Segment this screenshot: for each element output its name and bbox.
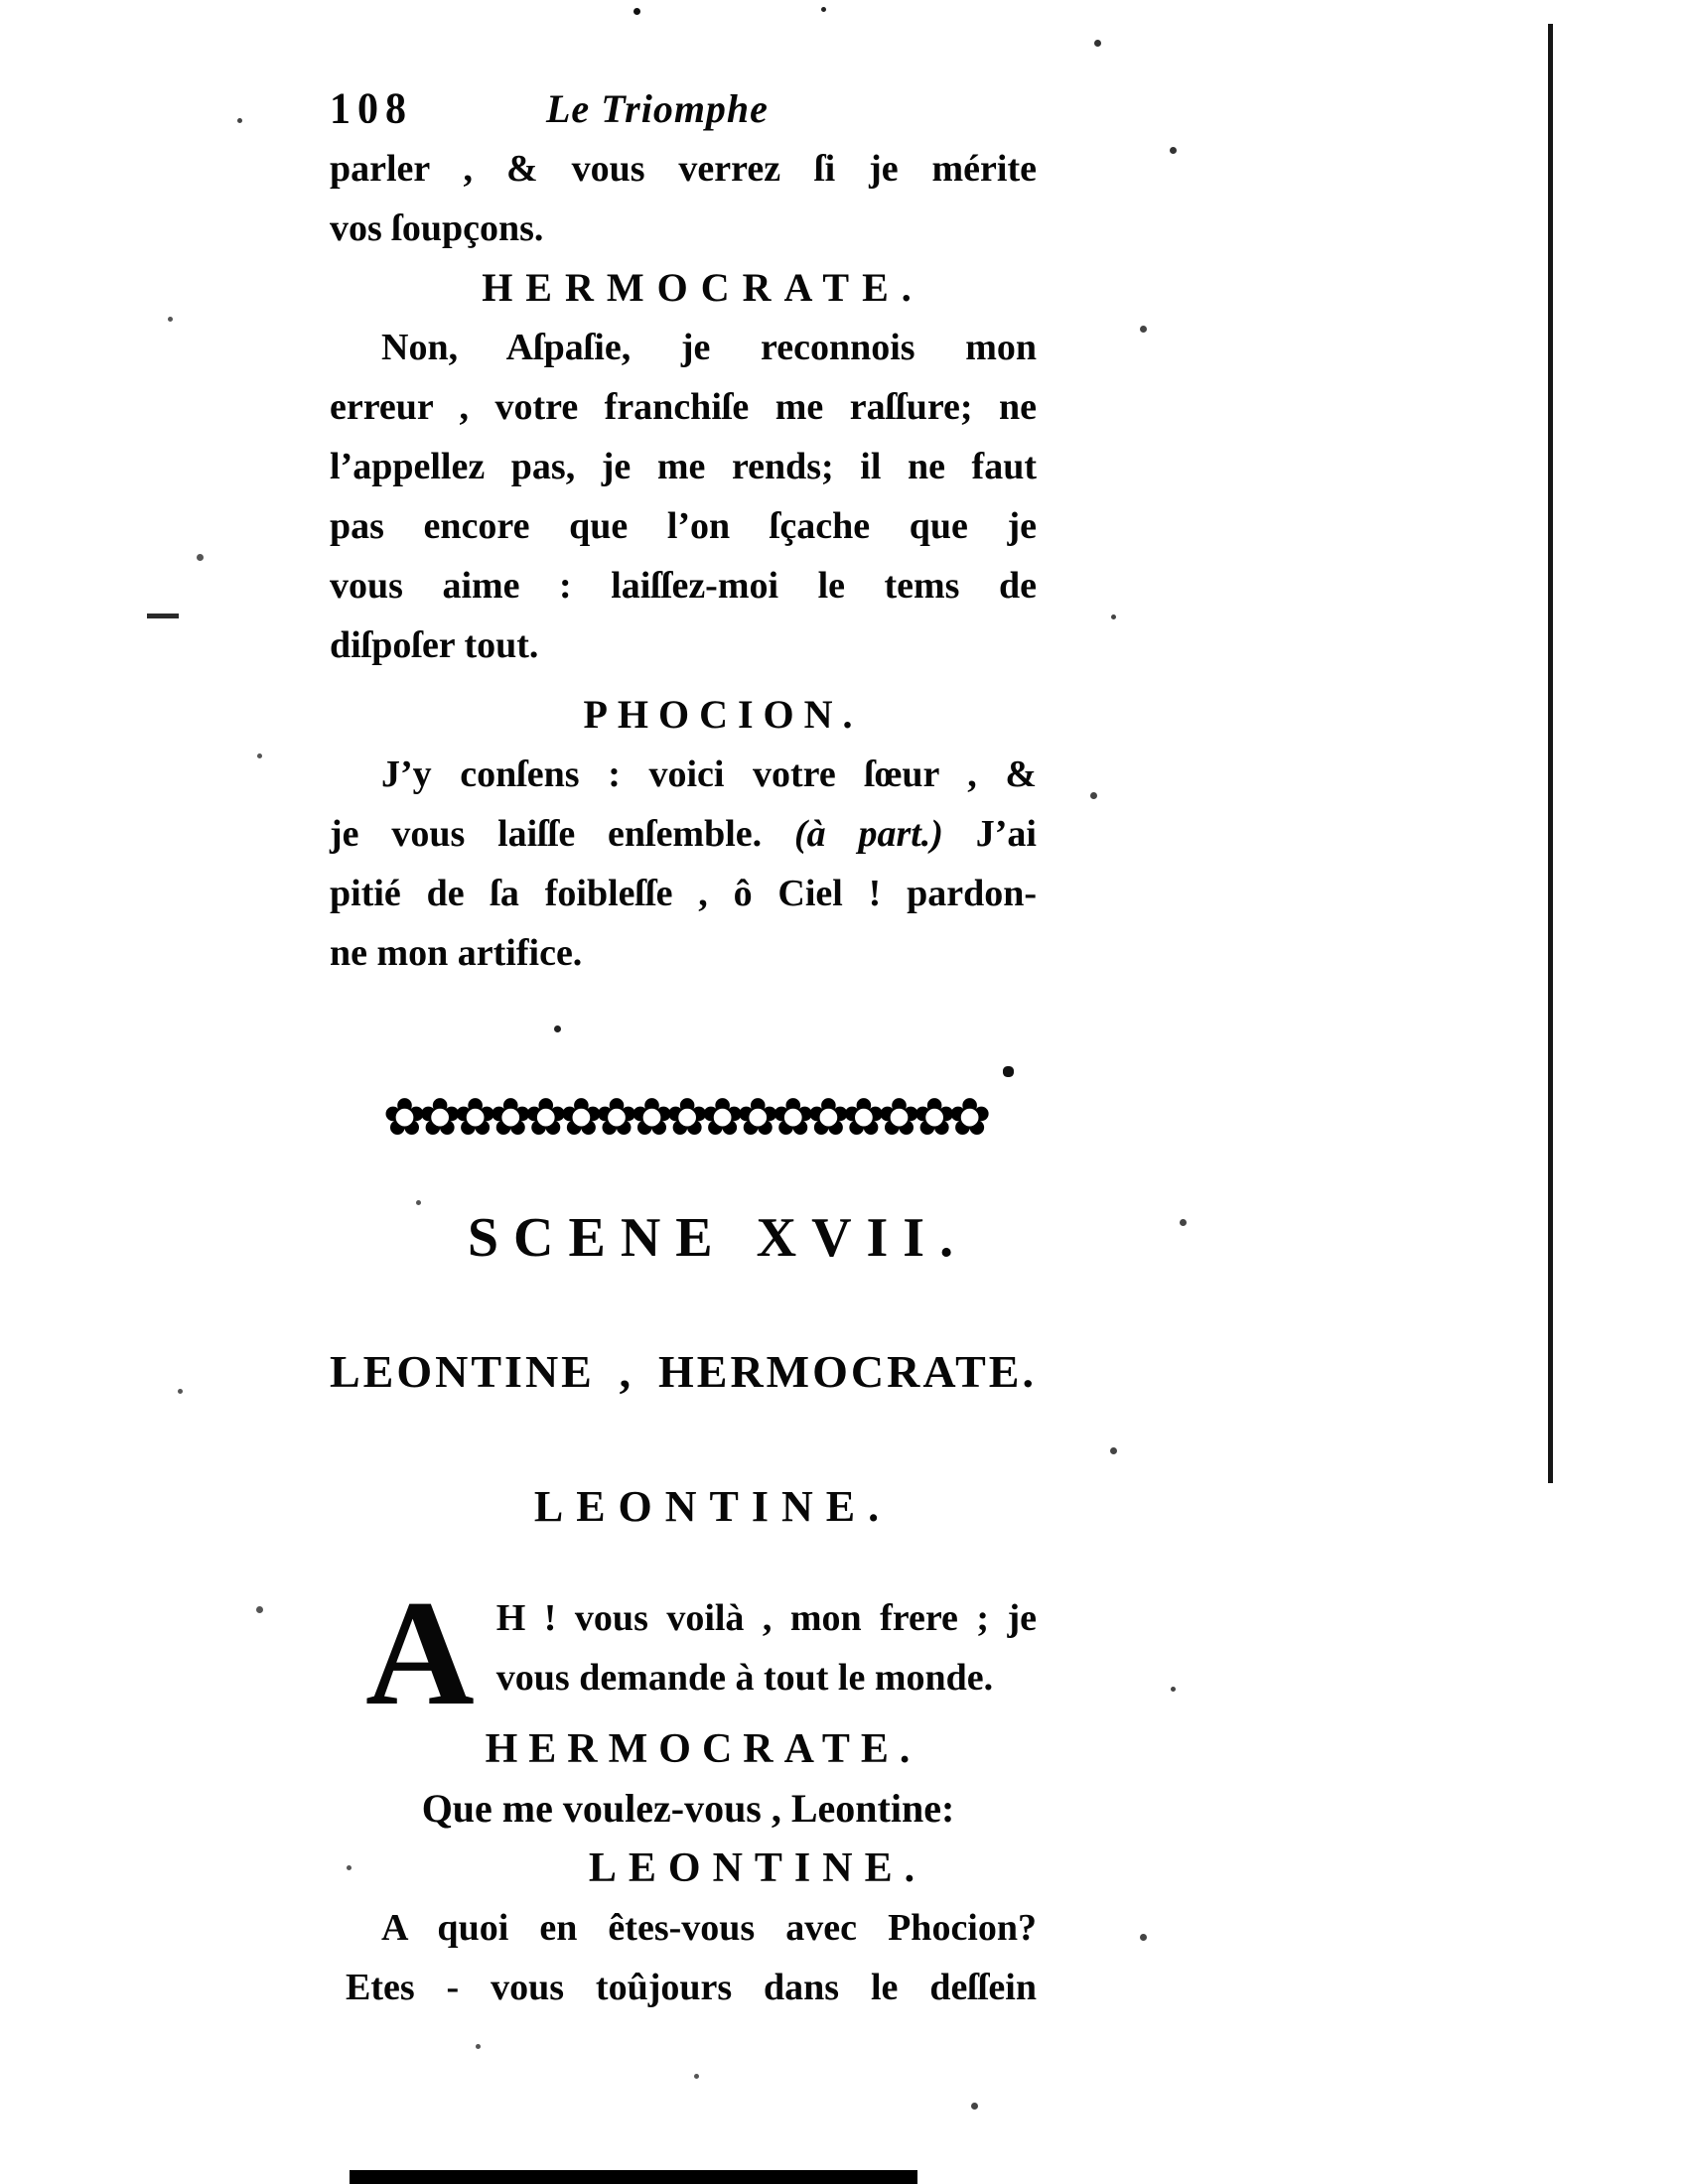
phocion-speech-paragraph [330, 745, 1037, 983]
drop-cap-lines [496, 1588, 1037, 1707]
scan-gutter-line [1548, 24, 1553, 1483]
text-line: l’appellez pas, je me rends; il ne faut [330, 446, 1037, 487]
text-line: H ! vous voilà , mon frere ; je [495, 1597, 1037, 1639]
text-line: vous demande à tout le monde. [495, 1657, 994, 1699]
leontine-speech-paragraph [330, 1570, 1037, 1736]
text-run: J’ai [942, 813, 1037, 855]
scan-bottom-bar [350, 2170, 917, 2184]
text-line: parler , & vous verrez ſi je mérite [330, 148, 1037, 190]
scene-characters: LEONTINE , HERMOCRATE. [330, 1346, 1037, 1397]
speaker-heading-leontine: LEONTINE. [533, 1482, 893, 1531]
speaker-heading-hermocrate: HERMOCRATE. [482, 265, 924, 310]
text-line: A quoi en êtes-vous avec Phocion? [381, 1907, 1037, 1949]
text-line: vos ſoupçons. [330, 207, 544, 249]
text-line: Etes - vous toûjours dans le deſſein [346, 1967, 1037, 2008]
running-title: Le Triomphe [546, 86, 769, 131]
scan-margin-dash [147, 614, 179, 618]
text-line: ne mon artifice. [330, 932, 583, 974]
scan-noise-speckles [0, 0, 3, 3]
text-line: pas encore que l’on ſçache que je [330, 505, 1037, 547]
speaker-heading-phocion: PHOCION. [583, 692, 863, 737]
text-column [330, 85, 1037, 2017]
hermocrate-speech-line: Que me voulez-vous , Leontine: [421, 1786, 955, 1831]
text-line: diſpoſer tout. [330, 624, 539, 666]
page-header [330, 85, 1037, 139]
drop-cap-letter: A [365, 1570, 475, 1736]
scene-heading: SCENE XVII. [467, 1207, 969, 1269]
leontine-speech-paragraph-2 [330, 1898, 1037, 2017]
speaker-heading-hermocrate: HERMOCRATE. [485, 1726, 921, 1772]
text-line [330, 804, 1037, 864]
text-line: J’y conſens : voici votre ſœur , & [381, 753, 1037, 795]
continuation-paragraph [330, 139, 1037, 258]
fleuron-ornament-band-icon: ✿✿✿✿✿✿✿✿✿✿✿✿✿✿✿✿✿ [382, 1088, 984, 1148]
text-line: erreur , votre franchiſe me raſſure; ne [330, 386, 1037, 428]
hermocrate-speech-paragraph [330, 318, 1037, 675]
text-run: je vous laiſſe enſemble. [330, 813, 794, 855]
text-line: vous aime : laiſſez-moi le tems de [330, 565, 1037, 607]
page-number: 108 [330, 84, 413, 134]
text-line: Non, Aſpaſie, je reconnois mon [381, 327, 1037, 368]
text-line: pitié de ſa foibleſſe , ô Ciel ! pardon- [330, 873, 1037, 914]
stage-direction-italic: (à part.) [793, 813, 943, 855]
speaker-heading-leontine: LEONTINE. [588, 1845, 927, 1891]
